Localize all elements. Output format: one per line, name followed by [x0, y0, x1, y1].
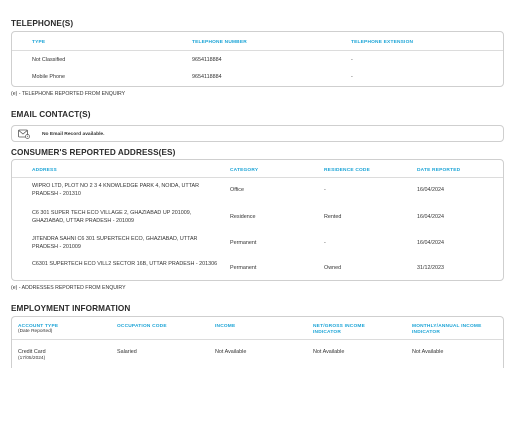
no-email-text: No Email Record available. [42, 132, 105, 137]
address-text: JITENDRA SAHNI C6 301 SUPERTECH ECO, GHAZIABAD, UTTAR PRADESH - 201009 [32, 236, 198, 250]
address-text: WIPRO LTD, PLOT NO 2 3 4 KNOWLEDGE PARK 4, NOIDA, UTTAR PRADESH - 201310 [32, 183, 200, 197]
address-residence-code: - [324, 240, 326, 246]
col-header-date-reported: DATE REPORTED [417, 168, 461, 173]
address-category: Permanent [230, 265, 257, 271]
col-header-account-type-sub: (Date Reported) [18, 329, 53, 334]
phone-type: Not Classified [32, 57, 66, 63]
telephones-note: (e) - TELEPHONE REPORTED FROM ENQUIRY [11, 91, 126, 97]
phone-extension: - [351, 74, 353, 80]
addresses-note: (e) - ADDRESSES REPORTED FROM ENQUIRY [11, 285, 126, 291]
col-header-category: CATEGORY [230, 168, 259, 173]
address-category: Permanent [230, 240, 257, 246]
address-residence-code: Rented [324, 214, 342, 220]
employment-table [11, 316, 504, 368]
employment-date-reported: (17/05/2024) [18, 356, 46, 361]
mail-icon [18, 129, 30, 139]
employment-income: Not Available [215, 349, 247, 355]
employment-account-type: Credit Card [18, 349, 46, 355]
employment-title: EMPLOYMENT INFORMATION [11, 304, 131, 313]
col-header-monthly-annual: MONTHLY/ANNUAL INCOME INDICATOR [412, 324, 482, 335]
employment-occupation: Salaried [117, 349, 137, 355]
employment-monthly-annual: Not Available [412, 349, 444, 355]
header-divider [12, 50, 503, 51]
email-title: EMAIL CONTACT(S) [11, 110, 91, 119]
col-header-address: ADDRESS [32, 168, 57, 173]
phone-number: 9654118884 [192, 57, 222, 63]
address-date-reported: 16/04/2024 [417, 214, 444, 220]
phone-type: Mobile Phone [32, 74, 65, 80]
col-header-net-gross: NET/GROSS INCOME INDICATOR [313, 324, 365, 335]
addresses-table [11, 159, 504, 281]
telephones-title: TELEPHONE(S) [11, 19, 74, 28]
col-header-occupation-code: OCCUPATION CODE [117, 324, 167, 329]
address-text: C6 301 SUPER TECH ECO VILLAGE 2, GHAZIABAD UP 201009, GHAZIABAD, UTTAR PRADESH - 201009 [32, 210, 192, 224]
telephones-table [11, 31, 504, 87]
email-box [11, 125, 504, 142]
col-header-type: TYPE [32, 40, 46, 45]
col-header-residence-code: RESIDENCE CODE [324, 168, 370, 173]
address-residence-code: - [324, 187, 326, 193]
col-header-telephone-extension: TELEPHONE EXTENSION [351, 40, 414, 45]
address-date-reported: 16/04/2024 [417, 187, 444, 193]
address-text: C6301 SUPERTECH ECO VILL2 SECTOR 16B, UTTAR PRADESH - 201306 [32, 261, 218, 267]
address-category: Residence [230, 214, 256, 220]
header-divider [12, 177, 503, 178]
header-divider [12, 339, 503, 340]
address-residence-code: Owned [324, 265, 342, 271]
phone-number: 9654118884 [192, 74, 222, 80]
addresses-title: CONSUMER'S REPORTED ADDRESS(ES) [11, 148, 176, 157]
address-date-reported: 16/04/2024 [417, 240, 444, 246]
col-header-income: INCOME [215, 324, 236, 329]
address-category: Office [230, 187, 244, 193]
employment-net-gross: Not Available [313, 349, 345, 355]
phone-extension: - [351, 57, 353, 63]
address-date-reported: 31/12/2023 [417, 265, 444, 271]
col-header-account-type: ACCOUNT TYPE [18, 324, 59, 329]
col-header-telephone-number: TELEPHONE NUMBER [192, 40, 247, 45]
